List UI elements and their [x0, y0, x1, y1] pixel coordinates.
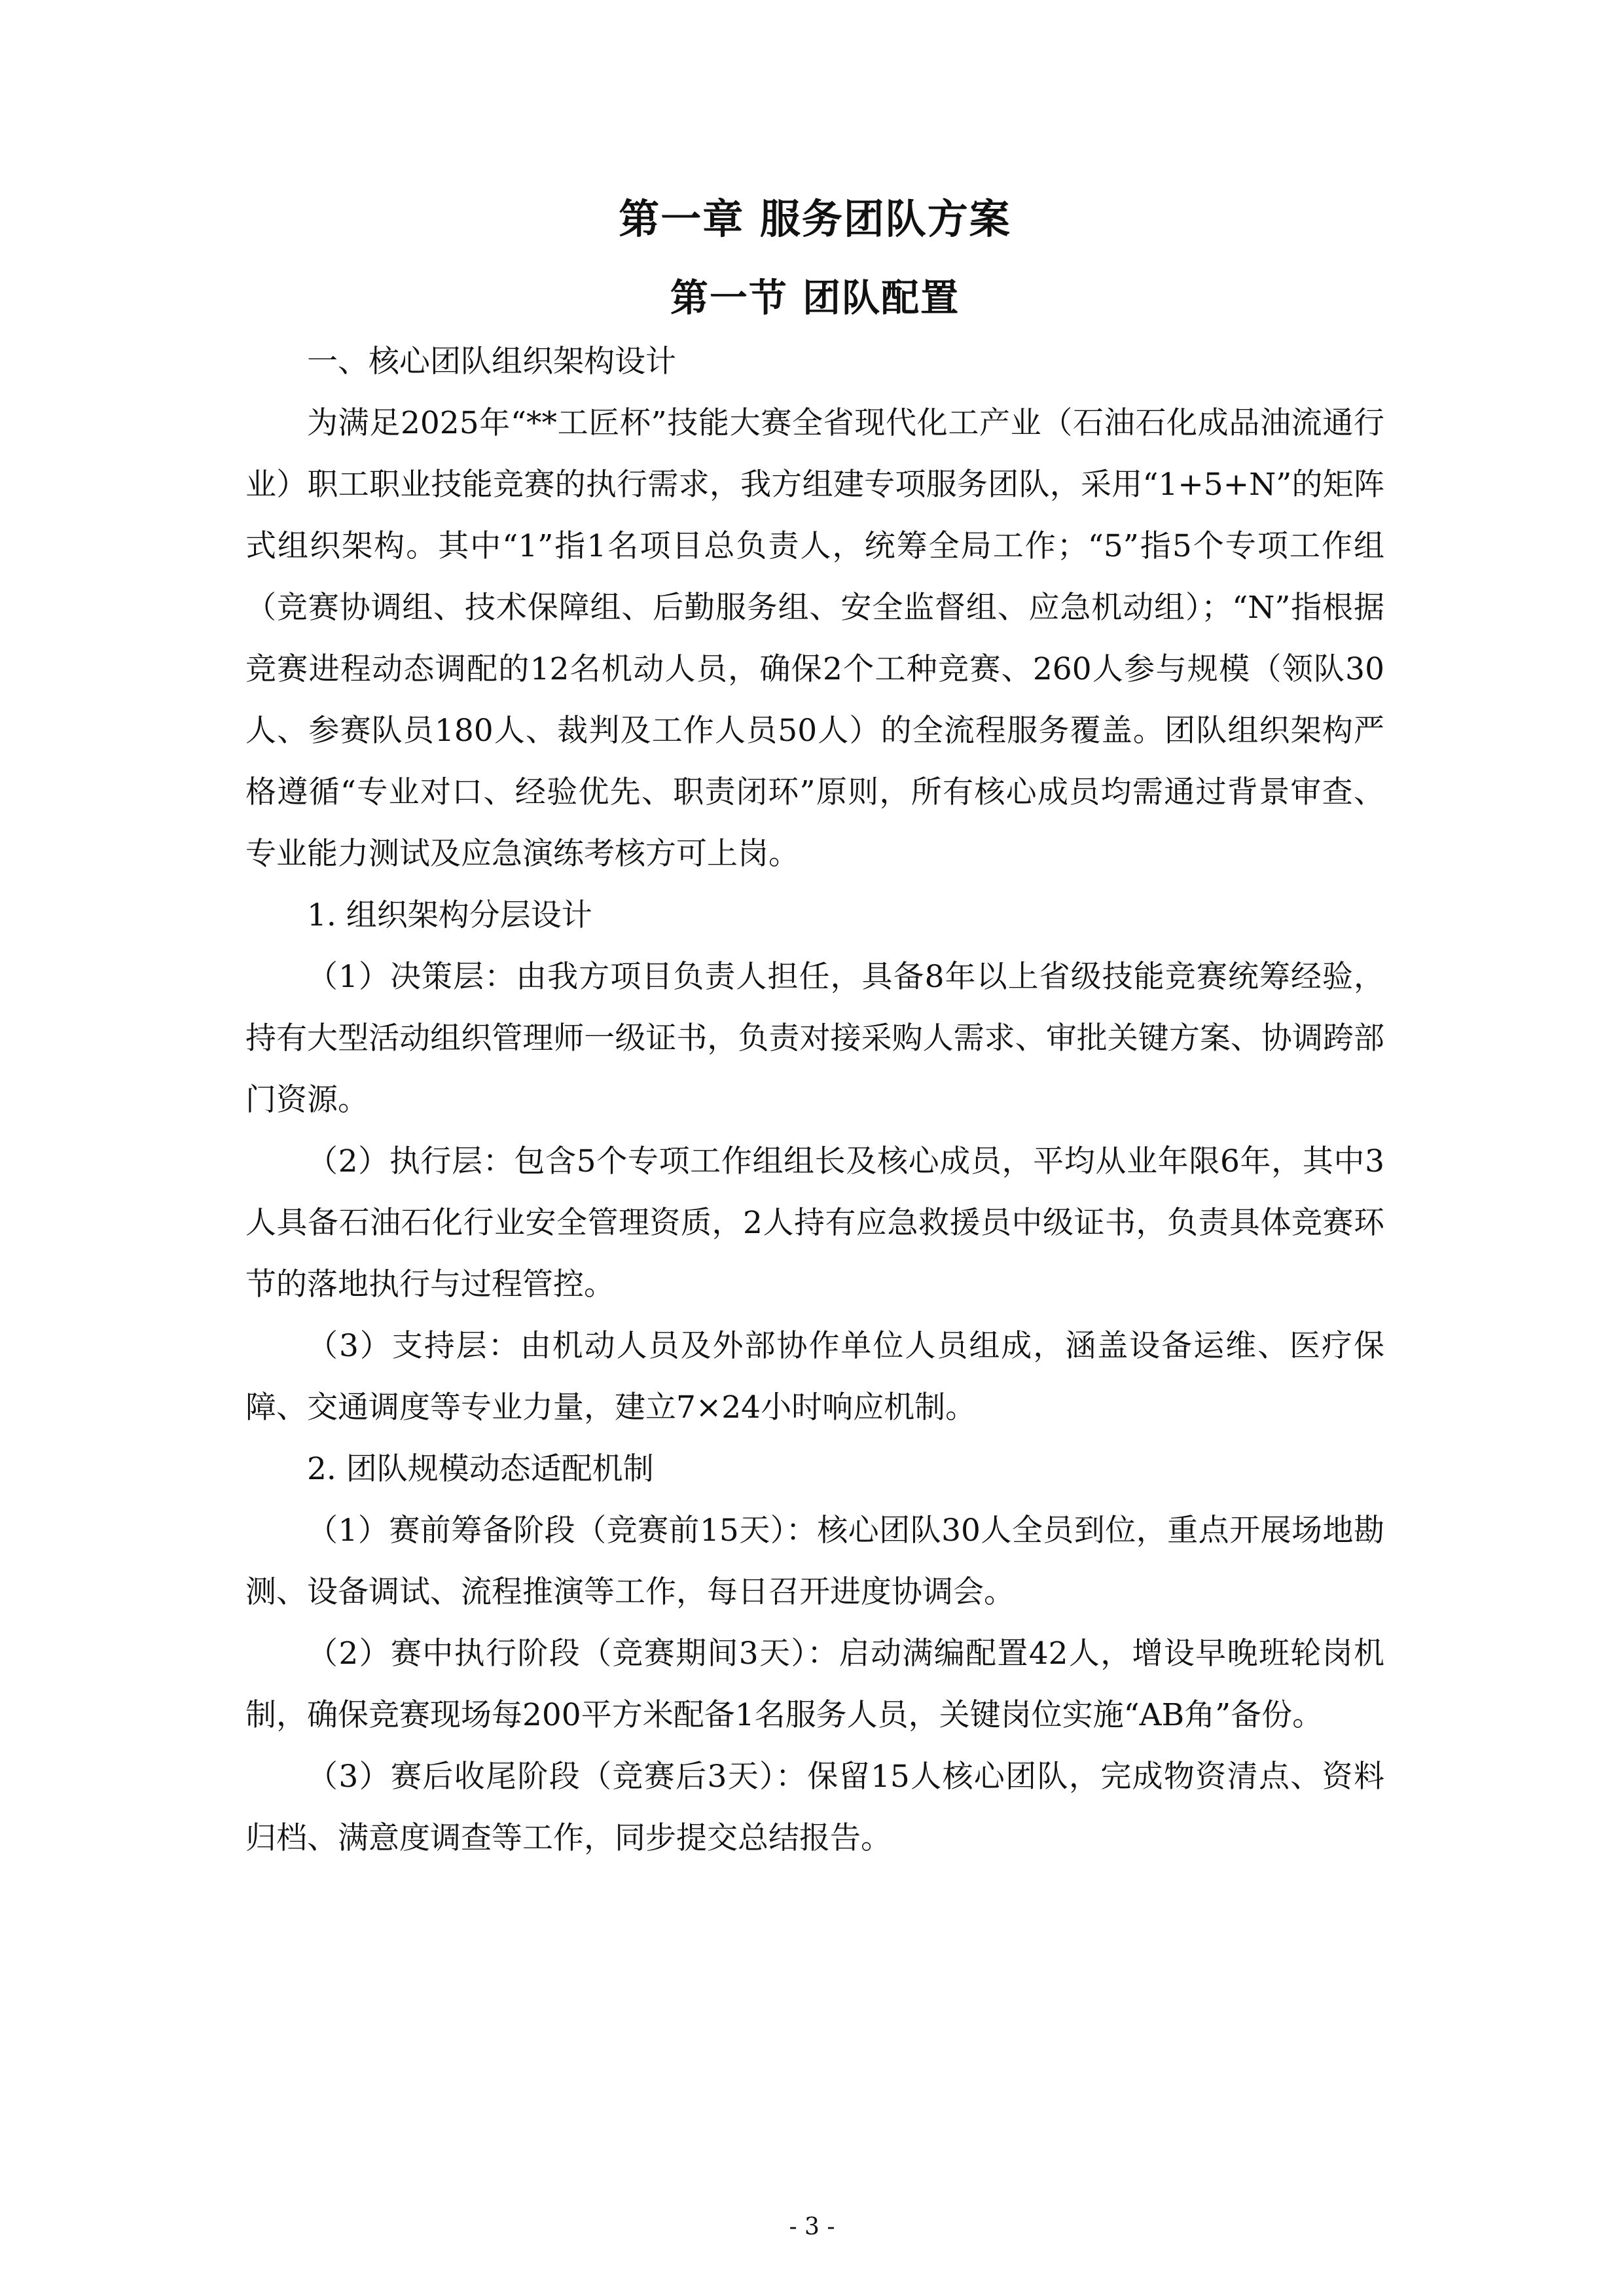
paragraph-support-layer: （3）支持层：由机动人员及外部协作单位人员组成，涵盖设备运维、医疗保障、交通调度等专业力量，建立7×24小时响应机制。 [245, 1328, 1384, 1426]
paragraph-intro: 为满足2025年“**工匠杯”技能大赛全省现代化工产业（石油石化成品油流通行业）职工职业技能竞赛的执行需求，我方组建专项服务团队，采用“1+5+N”的矩阵式组织架构。其中“1”指1名项目总负责人，统筹全局工作；“5”指5个专项工作组（竞赛协调组、技术保障组、后勤服务组、安全监督组、应急机动组）；“N”指根据竞赛进程动态调配的12名机动人员，确保2个工种竞赛、260人参与规模（领队30人、参赛队员180人、裁判及工作人员50人）的全流程服务覆盖。团队组织架构严格遵循“专业对口、经验优先、职责闭环”原则，所有核心成员均需通过背景审查、专业能力测试及应急演练考核方可上岗。 [245, 405, 1384, 872]
heading-core-team: 一、核心团队组织架构设计 [307, 344, 676, 380]
section-title: 第一节 团队配置 [670, 276, 960, 320]
paragraph-pre-event: （1）赛前筹备阶段（竞赛前15天）：核心团队30人全员到位，重点开展场地勘测、设备调试、流程推演等工作，每日召开进度协调会。 [245, 1513, 1384, 1610]
paragraph-decision-layer: （1）决策层：由我方项目负责人担任，具备8年以上省级技能竞赛统筹经验，持有大型活动组织管理师一级证书，负责对接采购人需求、审批关键方案、协调跨部门资源。 [245, 959, 1384, 1118]
document-page [245, 190, 1384, 1869]
heading-structure-layers: 1. 组织架构分层设计 [307, 897, 592, 933]
paragraph-execution-layer: （2）执行层：包含5个专项工作组组长及核心成员，平均从业年限6年，其中3人具备石油石化行业安全管理资质，2人持有应急救援员中级证书，负责具体竞赛环节的落地执行与过程管控。 [245, 1143, 1384, 1302]
chapter-title: 第一章 服务团队方案 [619, 195, 1011, 243]
page-number: - 3 - [789, 2214, 835, 2240]
paragraph-post-event: （3）赛后收尾阶段（竞赛后3天）：保留15人核心团队，完成物资清点、资料归档、满意度调查等工作，同步提交总结报告。 [245, 1759, 1384, 1856]
paragraph-during-event: （2）赛中执行阶段（竞赛期间3天）：启动满编配置42人，增设早晚班轮岗机制，确保竞赛现场每200平方米配备1名服务人员，关键岗位实施“AB角”备份。 [245, 1636, 1384, 1733]
heading-dynamic-scaling: 2. 团队规模动态适配机制 [307, 1451, 654, 1487]
